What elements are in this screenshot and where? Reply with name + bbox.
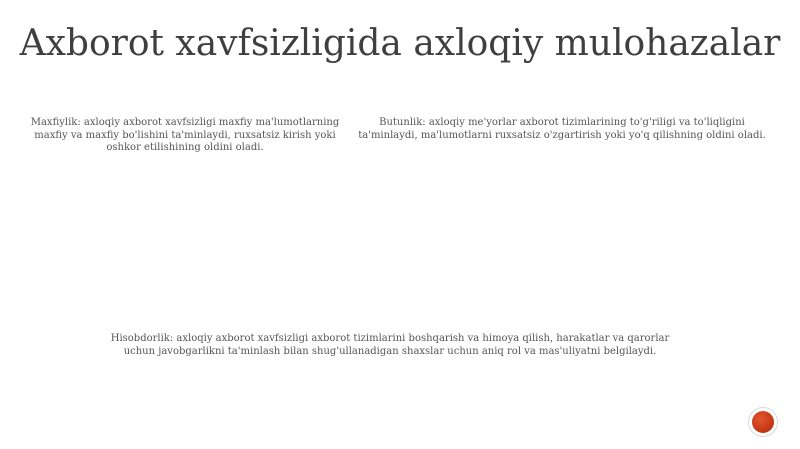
slide-title: Axborot xavfsizligida axloqiy mulohazalar xyxy=(19,23,781,64)
paragraph-accountability: Hisobdorlik: axloqiy axborot xavfsizligi axborot tizimlarini boshqarish va himoya qilish, harakatlar va qarorlar uchun javobgarlikni ta'minlash bilan shug'ullanadigan shaxslar uchun aniq rol va mas'uliyatni belgilaydi. xyxy=(110,333,670,357)
paragraph-integrity: Butunlik: axloqiy me'yorlar axborot tizimlarining to'g'riligi va to'liqligini ta'minlaydi, ma'lumotlarni ruxsatsiz o'zgartirish yoki yo'q qilishning oldini oladi. xyxy=(358,117,766,141)
circle-icon xyxy=(752,411,774,433)
next-slide-button[interactable] xyxy=(748,407,778,437)
paragraph-confidentiality: Maxfiylik: axloqiy axborot xavfsizligi maxfiy ma'lumotlarning maxfiy va maxfiy bo'lishini ta'minlaydi, ruxsatsiz kirish yoki oshkor etilishining oldini oladi. xyxy=(30,117,340,153)
